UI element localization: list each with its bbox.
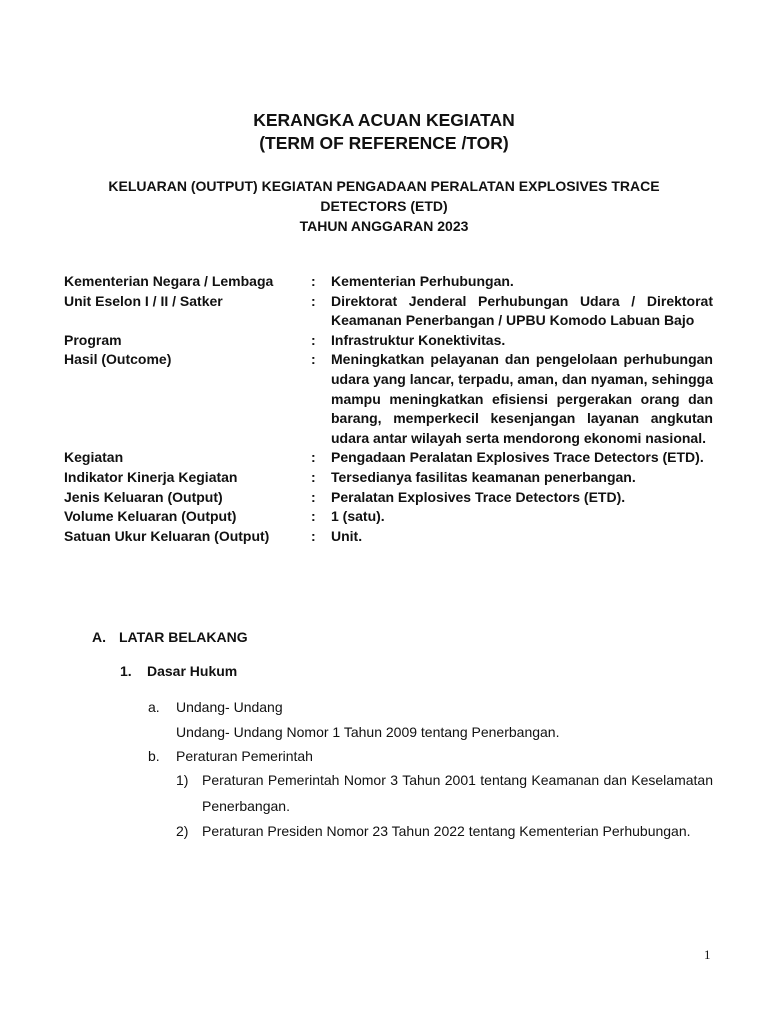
info-row — [0, 527, 768, 547]
numbered-item-text: Peraturan Presiden Nomor 23 Tahun 2022 tentang Kementerian Perhubungan. — [202, 823, 691, 839]
info-value: Infrastruktur Konektivitas. — [331, 331, 506, 348]
info-row — [0, 488, 768, 508]
info-label: Hasil (Outcome) — [64, 351, 172, 368]
subsection-heading-1 — [120, 661, 237, 681]
info-colon: : — [311, 292, 316, 309]
numbered-marker: 2) — [176, 823, 189, 839]
subsection-marker: 1. — [120, 663, 132, 679]
info-label: Indikator Kinerja Kegiatan — [64, 468, 238, 485]
section-title: LATAR BELAKANG — [119, 629, 248, 645]
info-label: Program — [64, 331, 122, 348]
info-row — [0, 448, 768, 468]
info-label: Kegiatan — [64, 449, 124, 466]
info-row — [0, 331, 768, 351]
info-row — [0, 350, 768, 448]
list-item-a-title: Undang- Undang — [176, 699, 283, 715]
list-item-b-title: Peraturan Pemerintah — [176, 748, 313, 764]
info-table — [0, 272, 768, 546]
info-value: Meningkatkan pelayanan dan pengelolaan perhubungan udara yang lancar, terpadu, aman, dan nyaman, sehingga mampu meningkatkan efisiensi pergerakan orang dan barang, memperkecil kesenjangan layanan angkutan udara antar wilayah serta mendorong ekonomi nasional. — [331, 351, 713, 446]
document-title-line2: (TERM OF REFERENCE /TOR) — [259, 133, 509, 153]
info-colon: : — [311, 468, 316, 485]
info-row — [0, 468, 768, 488]
info-colon: : — [311, 508, 316, 525]
info-colon: : — [311, 488, 316, 505]
info-label: Kementerian Negara / Lembaga — [64, 273, 274, 289]
info-value: Pengadaan Peralatan Explosives Trace Detectors (ETD). — [331, 449, 704, 466]
info-label: Unit Eselon I / II / Satker — [64, 292, 223, 309]
info-label: Jenis Keluaran (Output) — [64, 488, 223, 505]
list-item-a-body: Undang- Undang Nomor 1 Tahun 2009 tentang Penerbangan. — [176, 724, 560, 740]
info-colon: : — [311, 351, 316, 368]
info-value: Kementerian Perhubungan. — [331, 273, 514, 289]
info-value: Peralatan Explosives Trace Detectors (ETD). — [331, 488, 626, 505]
section-marker: A. — [92, 629, 106, 645]
page-number: 1 — [704, 947, 711, 962]
info-row — [0, 507, 768, 527]
info-value: Direktorat Jenderal Perhubungan Udara / Direktorat Keamanan Penerbangan / UPBU Komodo Labuan Bajo — [331, 292, 713, 329]
info-label: Volume Keluaran (Output) — [64, 508, 237, 525]
subtitle-line2: DETECTORS (ETD) — [320, 198, 448, 214]
info-row — [0, 272, 768, 292]
info-colon: : — [311, 527, 316, 544]
subsection-title: Dasar Hukum — [147, 663, 238, 679]
info-value: 1 (satu). — [331, 508, 385, 525]
subtitle-line1: KELUARAN (OUTPUT) KEGIATAN PENGADAAN PERALATAN EXPLOSIVES TRACE — [108, 178, 660, 194]
document-title-line1: KERANGKA ACUAN KEGIATAN — [253, 110, 515, 130]
section-heading-a — [92, 627, 248, 647]
info-colon: : — [311, 331, 316, 348]
info-value: Unit. — [331, 527, 363, 544]
info-label: Satuan Ukur Keluaran (Output) — [64, 527, 270, 544]
list-marker-a: a. — [148, 699, 160, 715]
info-row — [0, 292, 768, 331]
numbered-marker: 1) — [176, 772, 189, 788]
info-colon: : — [311, 449, 316, 466]
numbered-item-text: Peraturan Pemerintah Nomor 3 Tahun 2001 tentang Keamanan dan Keselamatan Penerbangan. — [202, 772, 713, 814]
subtitle-line3: TAHUN ANGGARAN 2023 — [299, 218, 469, 234]
info-colon: : — [311, 273, 316, 289]
list-marker-b: b. — [148, 748, 160, 764]
info-value: Tersedianya fasilitas keamanan penerbangan. — [331, 468, 636, 485]
